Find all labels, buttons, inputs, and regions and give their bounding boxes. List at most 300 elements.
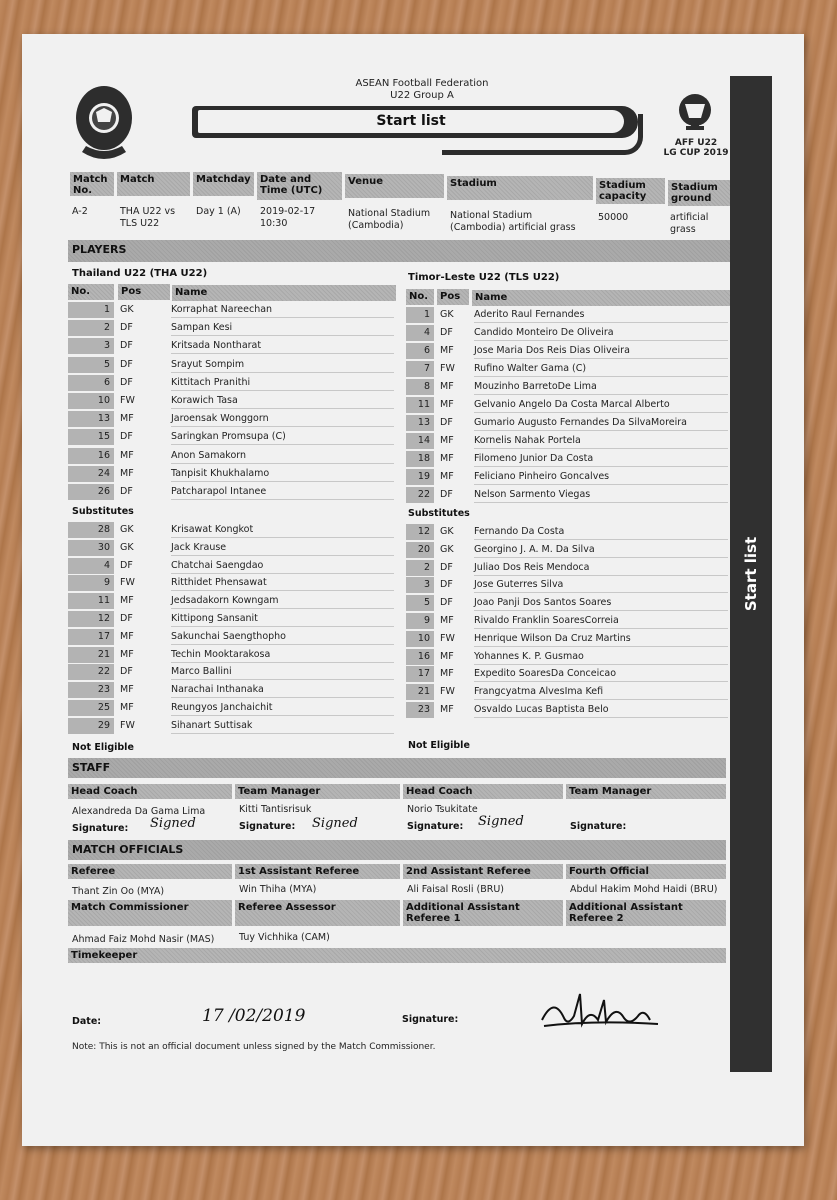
home-col-pos: Pos bbox=[118, 284, 170, 300]
official-name-ar2: Ali Faisal Rosli (BRU) bbox=[407, 884, 504, 895]
player-number: 10 bbox=[68, 393, 114, 409]
player-name: Sihanart Suttisak bbox=[171, 719, 253, 731]
player-number: 6 bbox=[68, 375, 114, 391]
ground-value: artificial grass bbox=[670, 212, 709, 235]
player-number: 3 bbox=[68, 338, 114, 354]
date-value: 17 /02/2019 bbox=[202, 1006, 306, 1026]
row-underline bbox=[171, 733, 394, 734]
home-col-no: No. bbox=[68, 284, 114, 300]
player-name: Jaroensak Wonggorn bbox=[171, 413, 269, 425]
staff-section-header: STAFF bbox=[68, 758, 726, 778]
home-sub-player-row bbox=[68, 593, 394, 609]
home-starter-player-row bbox=[68, 393, 394, 409]
row-underline bbox=[171, 444, 394, 445]
ground-header: Stadium ground bbox=[668, 180, 730, 206]
player-position: MF bbox=[120, 595, 134, 607]
player-number: 10 bbox=[406, 631, 434, 647]
player-number: 1 bbox=[406, 307, 434, 323]
player-name: Joao Panji Dos Santos Soares bbox=[474, 597, 612, 609]
side-title-bar bbox=[730, 76, 772, 1072]
player-number: 13 bbox=[68, 411, 114, 427]
player-number: 30 bbox=[68, 540, 114, 556]
player-position: DF bbox=[440, 597, 453, 609]
row-underline bbox=[171, 679, 394, 680]
away-sub-player-row bbox=[406, 595, 728, 611]
row-underline bbox=[474, 340, 728, 341]
row-underline bbox=[474, 466, 728, 467]
player-name: Sampan Kesi bbox=[171, 322, 233, 334]
document-title: Start list bbox=[198, 110, 624, 133]
player-position: DF bbox=[120, 431, 133, 443]
staff-signature-label-1: Signature: bbox=[72, 823, 129, 834]
player-position: DF bbox=[120, 376, 133, 388]
player-name: Korawich Tasa bbox=[171, 395, 238, 406]
staff-signature-3: Signed bbox=[478, 814, 524, 829]
player-position: DF bbox=[120, 340, 133, 352]
player-position: DF bbox=[440, 579, 453, 591]
player-name: Gumario Augusto Fernandes Da SilvaMoreira bbox=[474, 417, 687, 428]
player-position: MF bbox=[120, 630, 134, 642]
player-position: GK bbox=[440, 526, 454, 537]
home-starter-player-row bbox=[68, 375, 394, 391]
row-underline bbox=[171, 463, 394, 464]
staff-name-3: Norio Tsukitate bbox=[407, 804, 478, 815]
row-underline bbox=[474, 717, 728, 718]
player-name: Srayut Sompim bbox=[171, 358, 245, 370]
player-position: MF bbox=[440, 650, 454, 662]
home-sub-player-row bbox=[68, 540, 394, 556]
away-starter-player-row bbox=[406, 397, 728, 413]
home-sub-player-row bbox=[68, 629, 394, 645]
player-number: 15 bbox=[68, 429, 114, 445]
player-name: Saringkan Promsupa (C) bbox=[171, 431, 286, 443]
staff-role-2: Team Manager bbox=[235, 784, 400, 799]
home-starter-player-row bbox=[68, 302, 394, 318]
date-label: Date: bbox=[72, 1016, 102, 1027]
row-underline bbox=[171, 335, 394, 336]
player-position: GK bbox=[120, 541, 134, 553]
away-col-no: No. bbox=[406, 289, 434, 305]
player-name: Kittipong Sansanit bbox=[171, 613, 258, 624]
player-position: FW bbox=[440, 686, 455, 698]
away-sub-player-row bbox=[406, 577, 728, 593]
home-sub-player-row bbox=[68, 647, 394, 663]
player-position: DF bbox=[120, 666, 133, 678]
player-number: 13 bbox=[406, 415, 434, 431]
staff-name-1: Alexandreda Da Gama Lima bbox=[72, 806, 206, 817]
player-name: Narachai Inthanaka bbox=[171, 684, 264, 696]
player-number: 21 bbox=[68, 647, 114, 663]
player-number: 14 bbox=[406, 433, 434, 449]
player-name: Patcharapol Intanee bbox=[171, 486, 267, 497]
row-underline bbox=[171, 390, 394, 391]
player-name: Nelson Sarmento Viegas bbox=[474, 489, 591, 500]
player-position: DF bbox=[120, 486, 133, 497]
player-name: Kittitach Pranithi bbox=[171, 376, 251, 388]
row-underline bbox=[171, 372, 394, 373]
home-sub-player-row bbox=[68, 682, 394, 698]
row-underline bbox=[474, 412, 728, 413]
officials-section-header: MATCH OFFICIALS bbox=[68, 840, 726, 860]
home-sub-player-row bbox=[68, 700, 394, 716]
capacity-header: Stadium capacity bbox=[596, 178, 665, 204]
player-name: Henrique Wilson Da Cruz Martins bbox=[474, 632, 631, 644]
aff-federation-logo bbox=[74, 82, 134, 166]
row-underline bbox=[171, 317, 394, 318]
home-starter-player-row bbox=[68, 411, 394, 427]
official-name-commissioner: Ahmad Faiz Mohd Nasir (MAS) bbox=[72, 934, 215, 945]
row-underline bbox=[171, 353, 394, 354]
player-number: 9 bbox=[406, 613, 434, 629]
home-starter-player-row bbox=[68, 429, 394, 445]
staff-role-4: Team Manager bbox=[566, 784, 726, 799]
away-sub-player-row bbox=[406, 613, 728, 629]
official-role-ar2: 2nd Assistant Referee bbox=[403, 864, 563, 879]
player-name: Rufino Walter Gama (C) bbox=[474, 363, 587, 374]
official-name-assessor: Tuy Vichhika (CAM) bbox=[239, 932, 330, 943]
player-name: Techin Mooktarakosa bbox=[171, 648, 271, 660]
player-name: Georgino J. A. M. Da Silva bbox=[474, 543, 595, 555]
home-sub-player-row bbox=[68, 558, 394, 574]
row-underline bbox=[474, 394, 728, 395]
player-number: 1 bbox=[68, 302, 114, 318]
official-role-commissioner: Match Commissioner bbox=[68, 900, 232, 926]
player-position: DF bbox=[440, 489, 453, 500]
player-position: MF bbox=[440, 381, 454, 392]
match-header: Match bbox=[117, 172, 190, 196]
brand-line-1: AFF U22 bbox=[674, 138, 718, 148]
row-underline bbox=[474, 557, 728, 558]
player-position: MF bbox=[440, 453, 454, 464]
row-underline bbox=[171, 481, 394, 482]
home-starter-player-row bbox=[68, 357, 394, 373]
away-starter-player-row bbox=[406, 343, 728, 359]
official-role-assessor: Referee Assessor bbox=[235, 900, 400, 926]
player-name: Krisawat Kongkot bbox=[171, 524, 254, 535]
home-sub-player-row bbox=[68, 522, 394, 538]
player-position: MF bbox=[440, 399, 454, 410]
player-name: Osvaldo Lucas Baptista Belo bbox=[474, 704, 609, 715]
home-starter-player-row bbox=[68, 338, 394, 354]
away-sub-player-row bbox=[406, 649, 728, 665]
row-underline bbox=[474, 376, 728, 377]
row-underline bbox=[474, 430, 728, 431]
player-number: 12 bbox=[406, 524, 434, 540]
player-position: DF bbox=[120, 613, 133, 624]
away-starter-player-row bbox=[406, 379, 728, 395]
player-name: Sakunchai Saengthopho bbox=[171, 630, 286, 642]
row-underline bbox=[171, 662, 394, 663]
away-starter-player-row bbox=[406, 325, 728, 341]
player-number: 4 bbox=[68, 558, 114, 574]
player-number: 23 bbox=[68, 682, 114, 698]
row-underline bbox=[474, 681, 728, 682]
away-starter-player-row bbox=[406, 361, 728, 377]
player-number: 16 bbox=[406, 649, 434, 665]
away-not-eligible-label: Not Eligible bbox=[408, 740, 470, 751]
brand-line-2: LG CUP 2019 bbox=[663, 148, 729, 158]
player-number: 17 bbox=[68, 629, 114, 645]
row-underline bbox=[171, 608, 394, 609]
timekeeper-header: Timekeeper bbox=[68, 948, 726, 963]
away-team-name: Timor-Leste U22 (TLS U22) bbox=[408, 272, 560, 283]
player-position: GK bbox=[120, 524, 134, 535]
row-underline bbox=[171, 715, 394, 716]
home-sub-player-row bbox=[68, 718, 394, 734]
player-position: GK bbox=[440, 309, 454, 320]
title-banner bbox=[192, 106, 638, 138]
official-name-fourth: Abdul Hakim Mohd Haidi (BRU) bbox=[570, 884, 718, 895]
player-name: Feliciano Pinheiro Goncalves bbox=[474, 471, 610, 482]
player-name: Mouzinho BarretoDe Lima bbox=[474, 381, 597, 392]
home-starter-player-row bbox=[68, 484, 394, 500]
away-sub-player-row bbox=[406, 684, 728, 700]
home-sub-player-row bbox=[68, 575, 394, 591]
player-position: MF bbox=[440, 345, 454, 356]
away-starter-player-row bbox=[406, 487, 728, 503]
match-value: THA U22 vs TLS U22 bbox=[120, 206, 176, 229]
player-position: MF bbox=[120, 648, 134, 660]
away-sub-player-row bbox=[406, 560, 728, 576]
player-number: 26 bbox=[68, 484, 114, 500]
home-team-name: Thailand U22 (THA U22) bbox=[72, 268, 208, 279]
staff-role-1: Head Coach bbox=[68, 784, 232, 799]
player-name: Ritthidet Phensawat bbox=[171, 577, 267, 589]
away-substitutes-label: Substitutes bbox=[408, 508, 470, 519]
player-name: Korraphat Nareechan bbox=[171, 304, 273, 315]
player-number: 16 bbox=[68, 448, 114, 464]
matchday-value: Day 1 (A) bbox=[196, 206, 241, 217]
home-starter-player-row bbox=[68, 466, 394, 482]
away-col-name: Name bbox=[472, 290, 730, 306]
home-sub-player-row bbox=[68, 664, 394, 680]
player-name: Expedito SoaresDa Conceicao bbox=[474, 668, 617, 680]
player-number: 6 bbox=[406, 343, 434, 359]
official-role-ar1: 1st Assistant Referee bbox=[235, 864, 400, 879]
row-underline bbox=[474, 502, 728, 503]
player-number: 20 bbox=[406, 542, 434, 558]
away-col-pos: Pos bbox=[437, 289, 469, 305]
player-name: Jedsadakorn Kowngam bbox=[171, 595, 279, 607]
player-number: 11 bbox=[68, 593, 114, 609]
player-name: Anon Samakorn bbox=[171, 449, 247, 461]
player-position: DF bbox=[440, 417, 453, 428]
venue-value: National Stadium (Cambodia) bbox=[348, 208, 431, 231]
player-name: Marco Ballini bbox=[171, 666, 232, 678]
player-position: DF bbox=[120, 358, 133, 370]
official-role-fourth: Fourth Official bbox=[566, 864, 726, 879]
staff-signature-label-4: Signature: bbox=[570, 821, 627, 832]
capacity-value: 50000 bbox=[598, 212, 629, 223]
player-name: Candido Monteiro De Oliveira bbox=[474, 327, 614, 338]
venue-header: Venue bbox=[345, 174, 444, 198]
player-name: Reungyos Janchaichit bbox=[171, 702, 273, 713]
staff-signature-2: Signed bbox=[312, 816, 358, 831]
row-underline bbox=[474, 448, 728, 449]
staff-signature-label-3: Signature: bbox=[407, 821, 464, 832]
group-name: U22 Group A bbox=[390, 90, 454, 101]
row-underline bbox=[474, 358, 728, 359]
row-underline bbox=[171, 537, 394, 538]
player-number: 9 bbox=[68, 575, 114, 591]
player-number: 5 bbox=[406, 595, 434, 611]
footer-note: Note: This is not an official document unless signed by the Match Commissioner. bbox=[72, 1042, 436, 1052]
player-number: 12 bbox=[68, 611, 114, 627]
player-name: Jose Guterres Silva bbox=[474, 579, 564, 591]
player-position: MF bbox=[440, 471, 454, 482]
player-name: Aderito Raul Fernandes bbox=[474, 309, 585, 320]
away-sub-player-row bbox=[406, 666, 728, 682]
row-underline bbox=[171, 555, 394, 556]
player-name: Rivaldo Franklin SoaresCorreia bbox=[474, 615, 619, 626]
away-starter-player-row bbox=[406, 469, 728, 485]
official-role-aar1: Additional Assistant Referee 1 bbox=[403, 900, 563, 926]
footer-signature-label: Signature: bbox=[402, 1014, 459, 1025]
player-number: 22 bbox=[68, 664, 114, 680]
away-sub-player-row bbox=[406, 631, 728, 647]
player-name: Jack Krause bbox=[171, 541, 227, 553]
row-underline bbox=[171, 697, 394, 698]
official-role-aar2: Additional Assistant Referee 2 bbox=[566, 900, 726, 926]
player-number: 2 bbox=[406, 560, 434, 576]
player-position: MF bbox=[120, 684, 134, 696]
stadium-header: Stadium bbox=[447, 176, 593, 200]
player-name: Kritsada Nontharat bbox=[171, 340, 262, 352]
player-name: Tanpisit Khukhalamo bbox=[171, 467, 270, 479]
stadium-value: National Stadium (Cambodia) artificial grass bbox=[450, 210, 576, 233]
match-no-header: Match No. bbox=[70, 172, 114, 196]
player-position: DF bbox=[120, 322, 133, 334]
row-underline bbox=[171, 573, 394, 574]
player-position: GK bbox=[440, 543, 454, 555]
staff-signature-label-2: Signature: bbox=[239, 821, 296, 832]
player-position: DF bbox=[440, 327, 453, 338]
home-starter-player-row bbox=[68, 448, 394, 464]
player-number: 21 bbox=[406, 684, 434, 700]
home-sub-player-row bbox=[68, 611, 394, 627]
player-number: 18 bbox=[406, 451, 434, 467]
player-position: FW bbox=[120, 577, 135, 589]
away-sub-player-row bbox=[406, 524, 728, 540]
player-number: 28 bbox=[68, 522, 114, 538]
player-position: FW bbox=[440, 632, 455, 644]
player-position: MF bbox=[440, 435, 454, 446]
row-underline bbox=[474, 664, 728, 665]
player-position: GK bbox=[120, 304, 134, 315]
row-underline bbox=[474, 610, 728, 611]
row-underline bbox=[171, 426, 394, 427]
players-section-header: PLAYERS bbox=[68, 240, 730, 262]
player-number: 5 bbox=[68, 357, 114, 373]
player-number: 17 bbox=[406, 666, 434, 682]
player-position: MF bbox=[120, 449, 134, 461]
official-name-ar1: Win Thiha (MYA) bbox=[239, 884, 317, 895]
player-position: FW bbox=[440, 363, 455, 374]
player-name: Juliao Dos Reis Mendoca bbox=[474, 561, 590, 573]
row-underline bbox=[474, 539, 728, 540]
player-position: DF bbox=[120, 559, 133, 571]
away-starter-player-row bbox=[406, 451, 728, 467]
home-col-name: Name bbox=[172, 285, 396, 301]
start-list-sheet bbox=[22, 34, 804, 1146]
away-starter-player-row bbox=[406, 433, 728, 449]
official-name-referee: Thant Zin Oo (MYA) bbox=[72, 886, 165, 897]
player-name: Jose Maria Dos Reis Dias Oliveira bbox=[474, 345, 630, 356]
staff-name-2: Kitti Tantisrisuk bbox=[239, 804, 312, 815]
matchday-header: Matchday bbox=[193, 172, 254, 196]
row-underline bbox=[171, 408, 394, 409]
player-number: 2 bbox=[68, 320, 114, 336]
row-underline bbox=[474, 322, 728, 323]
player-position: MF bbox=[120, 467, 134, 479]
player-number: 19 bbox=[406, 469, 434, 485]
player-number: 23 bbox=[406, 702, 434, 718]
commissioner-signature-scribble bbox=[534, 990, 664, 1034]
player-number: 29 bbox=[68, 718, 114, 734]
player-name: Frangcyatma AlvesIma Kefi bbox=[474, 686, 604, 698]
player-position: FW bbox=[120, 719, 135, 731]
player-position: MF bbox=[440, 668, 454, 680]
player-name: Kornelis Nahak Portela bbox=[474, 435, 581, 446]
player-number: 7 bbox=[406, 361, 434, 377]
row-underline bbox=[474, 575, 728, 576]
away-starter-player-row bbox=[406, 415, 728, 431]
match-no-value: A-2 bbox=[72, 206, 88, 217]
player-name: Gelvanio Angelo Da Costa Marcal Alberto bbox=[474, 399, 670, 410]
side-title: Start list bbox=[742, 536, 760, 612]
row-underline bbox=[474, 484, 728, 485]
player-name: Fernando Da Costa bbox=[474, 526, 565, 537]
home-substitutes-label: Substitutes bbox=[72, 506, 134, 517]
player-number: 8 bbox=[406, 379, 434, 395]
player-number: 25 bbox=[68, 700, 114, 716]
player-number: 22 bbox=[406, 487, 434, 503]
away-sub-player-row bbox=[406, 542, 728, 558]
row-underline bbox=[171, 644, 394, 645]
row-underline bbox=[474, 699, 728, 700]
date-time-header: Date and Time (UTC) bbox=[257, 172, 342, 200]
player-number: 24 bbox=[68, 466, 114, 482]
away-sub-player-row bbox=[406, 702, 728, 718]
player-position: FW bbox=[120, 395, 135, 406]
official-role-referee: Referee bbox=[68, 864, 232, 879]
player-number: 3 bbox=[406, 577, 434, 593]
player-number: 4 bbox=[406, 325, 434, 341]
home-starter-player-row bbox=[68, 320, 394, 336]
player-name: Chatchai Saengdao bbox=[171, 559, 264, 571]
row-underline bbox=[171, 590, 394, 591]
org-name: ASEAN Football Federation bbox=[355, 78, 489, 89]
away-starter-player-row bbox=[406, 307, 728, 323]
player-name: Filomeno Junior Da Costa bbox=[474, 453, 594, 464]
row-underline bbox=[474, 592, 728, 593]
player-position: DF bbox=[440, 561, 453, 573]
staff-signature-1: Signed bbox=[150, 816, 196, 831]
row-underline bbox=[474, 646, 728, 647]
row-underline bbox=[171, 626, 394, 627]
row-underline bbox=[171, 499, 394, 500]
staff-role-3: Head Coach bbox=[403, 784, 563, 799]
player-position: MF bbox=[120, 413, 134, 425]
home-not-eligible-label: Not Eligible bbox=[72, 742, 134, 753]
player-name: Yohannes K. P. Gusmao bbox=[474, 650, 584, 662]
document-header bbox=[262, 78, 582, 102]
date-time-value: 2019-02-17 10:30 bbox=[260, 206, 316, 229]
player-position: MF bbox=[440, 615, 454, 626]
player-position: MF bbox=[440, 704, 454, 715]
player-position: MF bbox=[120, 702, 134, 713]
player-number: 11 bbox=[406, 397, 434, 413]
